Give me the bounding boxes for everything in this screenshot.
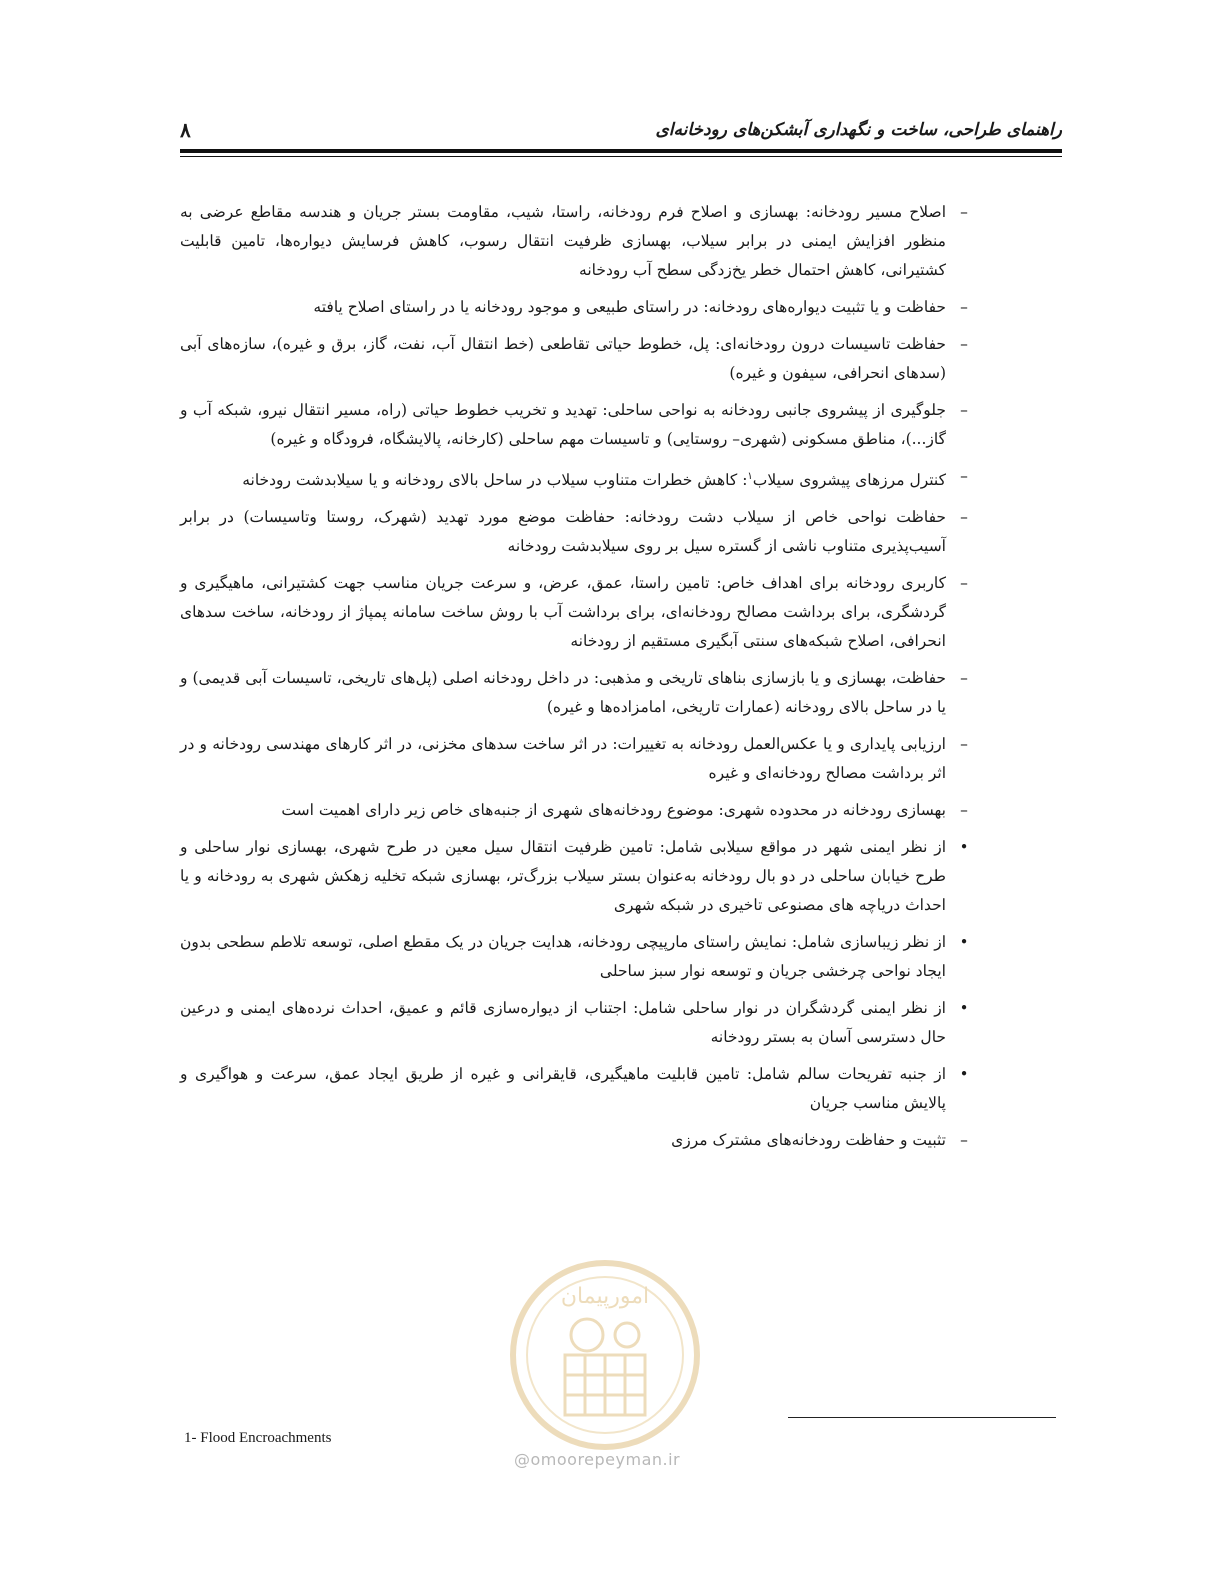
header-rule-thick (180, 149, 1062, 153)
dash-marker: – (960, 735, 968, 754)
list-item (180, 462, 980, 495)
item-text: از نظر ایمنی گردشگران در نوار ساحلی شامل: اجتناب از دیواره‌سازی قائم و عمیق، احداث نرده‌های ایمنی و درعین حال دسترسی آسان به بستر رودخانه (180, 999, 946, 1047)
watermark-text: @omoorepeyman.ir (514, 1450, 681, 1469)
item-text: از جنبه تفریحات سالم شامل: تامین قابلیت ماهیگیری، قایقرانی و غیره از طریق ایجاد عمق، سرعت و هواگیری و پالایش مناسب جریان (180, 1065, 946, 1113)
bullet-item (180, 1060, 980, 1118)
item-text: حفاظت و یا تثبیت دیواره‌های رودخانه: در راستای طبیعی و موجود رودخانه یا در راستای اصلاح یافته (313, 298, 946, 316)
list-item (180, 1126, 980, 1155)
dash-marker: – (960, 467, 968, 485)
dash-marker: – (960, 669, 968, 688)
bullet-item (180, 994, 980, 1052)
list-item (180, 293, 980, 322)
running-title: راهنمای طراحی، ساخت و نگهداری آبشکن‌های رودخانه‌ای (655, 120, 1062, 140)
bullet-marker: • (959, 838, 969, 857)
footnote: 1- Flood Encroachments (184, 1430, 332, 1446)
dash-marker: – (960, 574, 968, 593)
item-text: حفاظت، بهسازی و یا بازسازی بناهای تاریخی و مذهبی: در داخل رودخانه اصلی (پل‌های تاریخی، تاسیسات آبی قدیمی) و یا در ساحل بالای رودخانه (عمارات تاریخی، امامزاده‌ها و غیره) (180, 669, 946, 717)
body-list (180, 198, 980, 1163)
page-header (180, 118, 1062, 148)
dash-marker: – (960, 298, 968, 316)
list-item (180, 503, 980, 561)
item-text: کنترل مرزهای پیشروی سیلاب (752, 471, 946, 490)
item-text: از نظر زیباسازی شامل: نمایش راستای مارپیچی رودخانه، هدایت جریان در یک مقطع اصلی، توسعه تلاطم سطحی بدون ایجاد نواحی چرخشی جریان و توسعه نوار سبز ساحلی (180, 933, 946, 981)
dash-marker: – (960, 203, 968, 221)
dash-marker: – (960, 1131, 968, 1150)
list-item (180, 796, 980, 825)
item-text: اصلاح مسیر رودخانه: بهسازی و اصلاح فرم رودخانه، راستا، شیب، مقاومت بستر جریان و هندسه مقاطع عرضی به منظور افزایش ایمنی در برابر سیلاب، بهسازی ظرفیت انتقال رسوب، کاهش فرسایش دیواره‌ها، تامین قابلیت کشتیرانی، کاهش احتمال خطر یخ‌زدگی سطح آب رودخانه (180, 203, 946, 279)
watermark-logo-icon (505, 1255, 705, 1455)
item-text: بهسازی رودخانه در محدوده شهری: موضوع رودخانه‌های شهری از جنبه‌های خاص زیر دارای اهمیت است (281, 801, 946, 820)
footnote-ref[interactable]: ۱ (747, 471, 753, 482)
dash-marker: – (960, 508, 968, 527)
dash-marker: – (960, 335, 968, 353)
item-text: از نظر ایمنی شهر در مواقع سیلابی شامل: تامین ظرفیت انتقال سیل معین در طرح شهری، بهسازی نوار ساحلی و طرح خیابان ساحلی در دو بال رودخانه به‌عنوان بستر سیلاب بزرگ‌تر، بهسازی شبکه تخلیه زهکش شهری به رودخانه و یا احداث دریاچه های مصنوعی تاخیری در شبکه شهری (180, 838, 946, 915)
bullet-item (180, 928, 980, 986)
item-text: کاربری رودخانه برای اهداف خاص: تامین راستا، عمق، عرض، و سرعت جریان مناسب جهت کشتیرانی، ماهیگیری و گردشگری، برای برداشت مصالح رودخانه‌ای، برای برداشت آب با روش ساخت سامانه پمپاژ از رودخانه، ساخت سدهای انحرافی، اصلاح شبکه‌های سنتی آبگیری مستقیم از رودخانه (180, 574, 946, 651)
footnote-rule (788, 1417, 1056, 1418)
item-text: حفاظت تاسیسات درون رودخانه‌ای: پل، خطوط حیاتی تقاطعی (خط انتقال آب، نفت، گاز، برق و غیره)، سازه‌های آبی (سدهای انحرافی، سیفون و غیره) (180, 335, 946, 382)
list-item (180, 664, 980, 722)
list-item (180, 569, 980, 656)
dash-marker: – (960, 401, 968, 419)
bullet-item (180, 833, 980, 920)
list-item (180, 330, 980, 388)
page-number: ۸ (180, 118, 191, 142)
list-item (180, 730, 980, 788)
list-item (180, 198, 980, 285)
item-text: تثبیت و حفاظت رودخانه‌های مشترک مرزی (671, 1131, 946, 1150)
watermark-logo-text: امورپیمان (560, 1284, 650, 1309)
bullet-marker: • (959, 999, 969, 1018)
item-text: جلوگیری از پیشروی جانبی رودخانه به نواحی ساحلی: تهدید و تخریب خطوط حیاتی (راه، مسیر انتقال نیرو، شبکه آب و گاز...)، مناطق مسکونی (شهری– روستایی) و تاسیسات مهم ساحلی (کارخانه، پالایشگاه، فرودگاه و غیره) (180, 401, 946, 448)
item-text: حفاظت نواحی خاص از سیلاب دشت رودخانه: حفاظت موضع مورد تهدید (شهرک، روستا وتاسیسات) در برابر آسیب‌پذیری متناوب ناشی از گستره سیل بر روی سیلابدشت رودخانه (180, 508, 946, 556)
header-rule-thin (180, 156, 1062, 157)
bullet-marker: • (959, 1065, 969, 1084)
bullet-marker: • (959, 933, 969, 952)
item-text-after: : کاهش خطرات متناوب سیلاب در ساحل بالای رودخانه و یا سیلابدشت رودخانه (242, 471, 748, 490)
list-item (180, 396, 980, 454)
item-text: ارزیابی پایداری و یا عکس‌العمل رودخانه به تغییرات: در اثر ساخت سدهای مخزنی، در اثر کارهای مهندسی رودخانه و در اثر برداشت مصالح رودخانه‌ای و غیره (180, 735, 946, 783)
dash-marker: – (960, 801, 968, 820)
